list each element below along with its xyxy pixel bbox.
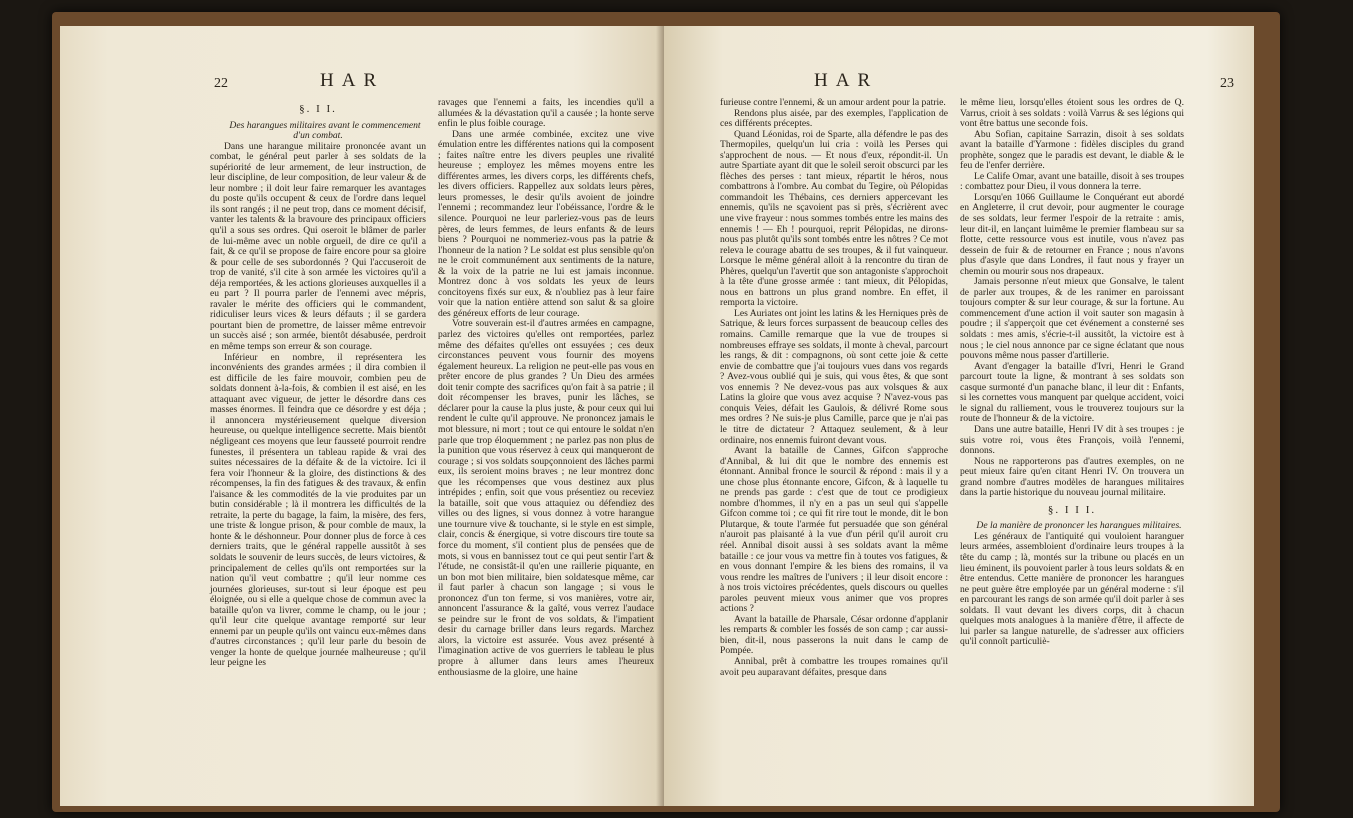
section-rubric: Des harangues militaires avant le commencement d'un combat. — [229, 119, 421, 142]
paragraph: Quand Léonidas, roi de Sparte, alla défendre le pas des Thermopiles, quelqu'un lui cria : voilà les Perses qui s'approchent de nous. — Et nous d'eux, répondit-il. Un autre Spartiate ayant dit que le soleil seroit obscurci par les flèches des perses : tant mieux, répartit le héros, nous combattrons à l'ombre. Au combat du Tegire, où Pélopidas commandoit les Thébains, ces derniers appercevant les ennemis, qu'ils ne sçavoient pas si près, s'écrièrent avec une vive frayeur : nous sommes tombés entre les mains des ennemis ! — Eh ! pourquoi, reprit Pélopidas, ne dirons-nous pas plutôt qu'ils sont tombés entre les nôtres ? Ce mot releva le courage abattu de ses troupes, & il fut vainqueur. Lorsque le même général alloit à la rencontre du tiran de Phères, quelqu'un l'avertit que son antagoniste s'approchoit à la tête d'une grosse armée : tant mieux, dit Pélopidas, nous en battrons un plus grand nombre. En effet, il remporta la victoire. — [720, 128, 948, 309]
paragraph: Dans une armée combinée, excitez une vive émulation entre les différentes nations qui la composent ; faites naître entre les divers peuples une rivalité heureuse ; employez les mêmes moyens entre les différentes armes, les divers corps, les différents chefs, les divers officiers. Rappellez aux soldats leurs pères, leurs promesses, le desir qu'ils avoient de joindre l'ennemi ; recommandez leur l'obéissance, l'ordre & le silence. Pourquoi ne leur parleriez-vous pas de leurs pères, de leurs femmes, de leurs enfants & de leurs biens ? Pourquoi ne nommeriez-vous pas la patrie & l'honneur de la nation ? Le soldat est plus sensible qu'on ne le croit communément aux sentiments de la nature, & la voix de la patrie ne lui est jamais inconnue. Montrez donc à vos soldats les yeux de leurs concitoyens fixés sur eux, & n'oubliez pas à leur faire voir que la nation entière attend son salut & sa gloire des généreux efforts de leur courage. — [438, 128, 654, 319]
paragraph: ravages que l'ennemi a faits, les incendies qu'il a allumées & la dévastation qu'il a causée ; la honte serve enfin le plus foible courage. — [438, 97, 654, 130]
text-column-2 — [438, 98, 654, 678]
text-column-1 — [210, 98, 426, 669]
paragraph: Dans une autre bataille, Henri IV dit à ses troupes : je suis votre roi, vous êtes François, voilà l'ennemi, donnons. — [960, 423, 1184, 457]
paragraph: furieuse contre l'ennemi, & un amour ardent pour la patrie. — [720, 97, 946, 108]
text-column-4 — [960, 98, 1184, 648]
page-number: 23 — [1220, 76, 1234, 91]
paragraph: Annibal, prêt à combattre les troupes romaines qu'il avoit peu auparavant défaites, presque dans — [720, 655, 948, 678]
section-heading: §. I I I. — [1047, 503, 1097, 516]
left-page — [60, 26, 664, 806]
running-head: HAR — [320, 70, 385, 91]
paragraph: Rendons plus aisée, par des exemples, l'application de ces différents préceptes. — [720, 107, 948, 130]
paragraph: Jamais personne n'eut mieux que Gonsalve, le talent de parler aux troupes, & de les ranimer en paroissant toujours compter & sur leur courage, & sur la fortune. Au commencement d'une action il voit sauter son magasin à poudre ; il s'apperçoit que cet événement a consterné ses soldats : mes amis, s'écrie-t-il aussitôt, la victoire est à nous ; le ciel nous annonce par ce signe éclatant que nous pouvons même nous passer d'artillerie. — [960, 276, 1184, 362]
running-head: HAR — [814, 70, 879, 91]
paragraph: Inférieur en nombre, il représentera les inconvénients des grandes armées ; il dira combien il est difficile de les faire mouvoir, combien peu de soldats donnent à-la-fois, & combien il est aisé, en les attaquant avec vigueur, de jetter le désordre dans ces masses énormes. Il feindra que ce désordre y est déja ; il annoncera mystérieusement quelque diversion heureuse, ou quelque intelligence secrette. Mais bientôt négligeant ces moyens que leur fausseté pourroit rendre funestes, il présentera un tableau rapide & vrai des suites nécessaires de la défaite & de la victoire. Ici il fera voir l'honneur & la gloire, des distinctions & des récompenses, la fin des fatigues & des travaux, & enfin l'aisance & les commodités de la vie produites par un butin considérable ; là il montrera les difficultés de la retraite, la perte du bagage, la faim, la misère, des fers, une triste & longue prison, & pour comble de maux, la honte & le déshonneur. Pour donner plus de force à ces derniers traits, que le général rappelle aussitôt à ses soldats le souvenir de leurs succès, de leurs victoires, & principalement de celles qu'ils ont remportées sur la nation qu'il veut combattre ; qu'il leur nomme ces journées glorieuses, sur-tout si leur époque est peu éloignée, ou si elle a quelque chose de commun avec la bataille qu'on va livrer, comme le champ, ou le jour ; qu'il leur cite quelque avantage remporté sur leur ennemi par un peuple qu'ils ont vaincu eux-mêmes dans d'autres circonstances ; qu'il leur parle du besoin de venger la honte de quelque journée malheureuse ; qu'il leur peigne les — [210, 351, 426, 669]
paragraph: Nous ne rapporterons pas d'autres exemples, on ne peut mieux faire qu'en citant Henri IV. On trouvera un grand nombre d'autres modèles de harangues militaires dans la partie historique du nouveau journal militaire. — [960, 455, 1184, 499]
section-rubric: De la manière de prononcer les harangues militaires. — [976, 520, 1182, 532]
paragraph: Le Calife Omar, avant une bataille, disoit à ses troupes : combattez pour Dieu, il vous donnera la terre. — [960, 170, 1184, 193]
paragraph: Lorsqu'en 1066 Guillaume le Conquérant eut abordé en Angleterre, il crut devoir, pour augmenter le courage de ses soldats, leur fermer l'espoir de la retraite : amis, leur dit-il, en lançant luimême le premier flambeau sur sa flotte, cette ressource vous est inutile, vous n'avez pas dessein de fuir & de retourner en France ; nous n'avons plus d'asyle que dans Londres, il faut nous y frayer un chemin ou mourir sous nos drapeaux. — [960, 191, 1184, 277]
page-number: 22 — [214, 76, 228, 91]
paragraph: Votre souverain est-il d'autres armées en campagne, parlez des victoires qu'elles ont remportées, parlez même des défaites qu'elles ont essuyées ; ces deux circonstances peuvent vous fournir des moyens également heureux. La religion ne peut-elle pas vous en prêter encore de plus grandes ? Un Dieu des armées doit tenir compte des sacrifices qu'on fait à sa patrie ; il doit récompenser les braves, punir les lâches, se déclarer pour la cause la plus juste, & pour ceux qui lui rendent le culte qu'il approuve. Ne prononcez jamais le mot blessure, ni mort ; tout ce qui entoure le soldat n'en parle que trop éloquemment ; ne parlez pas non plus de la punition que vous réservez à ceux qui manqueront de courage ; si vos soldats soupçonnoient des lâches parmi eux, ils seroient moins braves ; ne leur montrez donc que les récompenses que vous destinez aux plus intrépides ; enfin, soit que vous présentiez ou receviez la bataille, soit que vous attaquiez ou défendiez des villes ou des lignes, si vous donnez à votre harangue une tournure vive & touchante, si le style en est simple, clair, concis & énergique, si votre discours tire toute sa force du moment, s'il contient plus de pensées que de mots, si vous en bannissez tout ce qui peut sentir l'art & l'étude, ne consistât-il qu'en une raillerie piquante, en un bon mot bien militaire, bien soldatesque même, car il faut parler à chacun son langage ; si vous le prononcez d'un ton ferme, si vos manières, votre air, annoncent l'assurance & la gaîté, vous verrez l'audace se peindre sur le front de vos soldats, & l'impatient desir du carnage briller dans leurs regards. Marchez alors, la victoire est assurée. Vous avez présenté à l'imagination active de vos guerriers le tableau le plus propre à allumer dans leurs ames l'heureux enthousiasme de la gloire, une haine — [438, 318, 654, 678]
paragraph: Avant la bataille de Cannes, Gifcon s'approche d'Annibal, & lui dit que le nombre des ennemis est étonnant. Annibal fronce le sourcil & répond : mais il y a une chose plus étonnante encore, Gifcon, & à laquelle tu ne prends pas garde : c'est que de tout ce prodigieux nombre d'hommes, il n'y en a pas un seul qui s'appelle Gifcon comme toi ; ce qui fit rire tout le monde, dit le bon Plutarque, & toute l'armée fut persuadée que son général n'auroit pas plaisanté à la vue d'un péril qu'il auroit cru réel. Annibal disoit aussi à ses soldats avant la même bataille : ce jour vous va mettre fin à toutes vos fatigues, & en vous donnant l'empire & les biens des romains, il va vous rendre les maîtres de l'univers ; il leur disoit encore : à nos trois victoires précédentes, quels discours ou quelles paroles peuvent mieux vous animer que vos propres actions ? — [720, 445, 948, 615]
paragraph: Abu Sofian, capitaine Sarrazin, disoit à ses soldats avant la bataille d'Yarmone : fidèles disciples du grand prophète, songez que le paradis est devant, le diable & le feu de l'enfer derrière. — [960, 128, 1184, 172]
paragraph: le même lieu, lorsqu'elles étoient sous les ordres de Q. Varrus, crioit à ses soldats : voilà Varrus & ses légions qui vont être battus une seconde fois. — [960, 97, 1184, 130]
right-page — [664, 26, 1254, 806]
paragraph: Avant la bataille de Pharsale, César ordonne d'applanir les remparts & combler les fossés de son camp ; car aussi-bien, dit-il, nous passerons la nuit dans le camp de Pompée. — [720, 613, 948, 657]
text-column-3 — [720, 98, 948, 678]
section-heading: §. I I. — [299, 103, 337, 115]
paragraph: Avant d'engager la bataille d'Ivri, Henri le Grand parcourt toute la ligne, & montrant à ses soldats son casque surmonté d'un panache blanc, il leur dit : Enfants, si les cornettes vous manquent par quelque accident, voici le signal du ralliement, vous le trouverez toujours sur la route de l'honneur & de la victoire. — [960, 360, 1184, 425]
paragraph: Dans une harangue militaire prononcée avant un combat, le général peut parler à ses soldats de la supériorité de leur armement, de leur instruction, de leur discipline, de leur composition, de leur valeur & de leur nombre ; il doit leur faire remarquer les avantages du poste qu'ils occupent & ceux de l'ordre dans lequel ils sont rangés ; il ne peut trop, dans ce moment décisif, vanter les talents & la bravoure des principaux officiers qu'il a sous ses ordres. Qui oseroit le blâmer de parler de lui-même avec un noble orgueil, de dire ce qu'il a fait, & ce qu'il se propose de faire encore pour sa gloire & pour celle de ses subordonnés ? Qui l'accuseroit de trop de vanité, s'il cite à son armée les victoires qu'il a déja remportées, & les actions glorieuses auxquelles il a eu part ? Il pourra parler de l'ennemi avec mépris, ravaler le mérite des officiers qui le commandent, ridiculiser leurs vices & leurs défauts ; il se gardera pourtant bien de promettre, de laisser même entrevoir un succès aisé ; son armée, bientôt désabusée, perdroit en même temps son erreur & son courage. — [210, 140, 426, 353]
paragraph: Les généraux de l'antiquité qui vouloient haranguer leurs armées, assembloient d'ordinaire leurs troupes à la tête du camp ; là, montés sur la tribune ou placés en un lieu éminent, ils pouvoient parler à tous leurs soldats & en être entendus. Cette manière de prononcer les harangues ne peut guère être employée par un général moderne : s'il en parcourant les rangs de son armée qu'il doit parler à ses soldats. Il vaut devant les divers corps, dit à chacun quelques mots analogues à la manière d'être, il affecte de lui parler sa langue naturelle, de s'adresser aux officiers qu'il connoît particuliè- — [960, 530, 1184, 648]
paragraph: Les Auriates ont joint les latins & les Herniques près de Satrique, & leurs forces surpassent de beaucoup celles des romains. Camille remarque que la vue de troupes si nombreuses effraye ses soldats, il monte à cheval, parcourt les rangs, & dit : compagnons, où sont cette joie & cette envie de combattre que j'ai toujours vues dans vos regards ? Avez-vous oublié qui je suis, qui vous êtes, & que sont vos ennemis ? Ne devez-vous pas aux volsques & aux Latins la gloire que vous avez acquise ? N'avez-vous pas conquis Veies, défait les Gaulois, & délivré Rome sous mes ordres ? Ne suis-je plus Camille, parce que je n'ai pas le titre de dictateur ? Attaquez seulement, & à leur ordinaire, nos ennemis fuiront devant vous. — [720, 307, 948, 446]
